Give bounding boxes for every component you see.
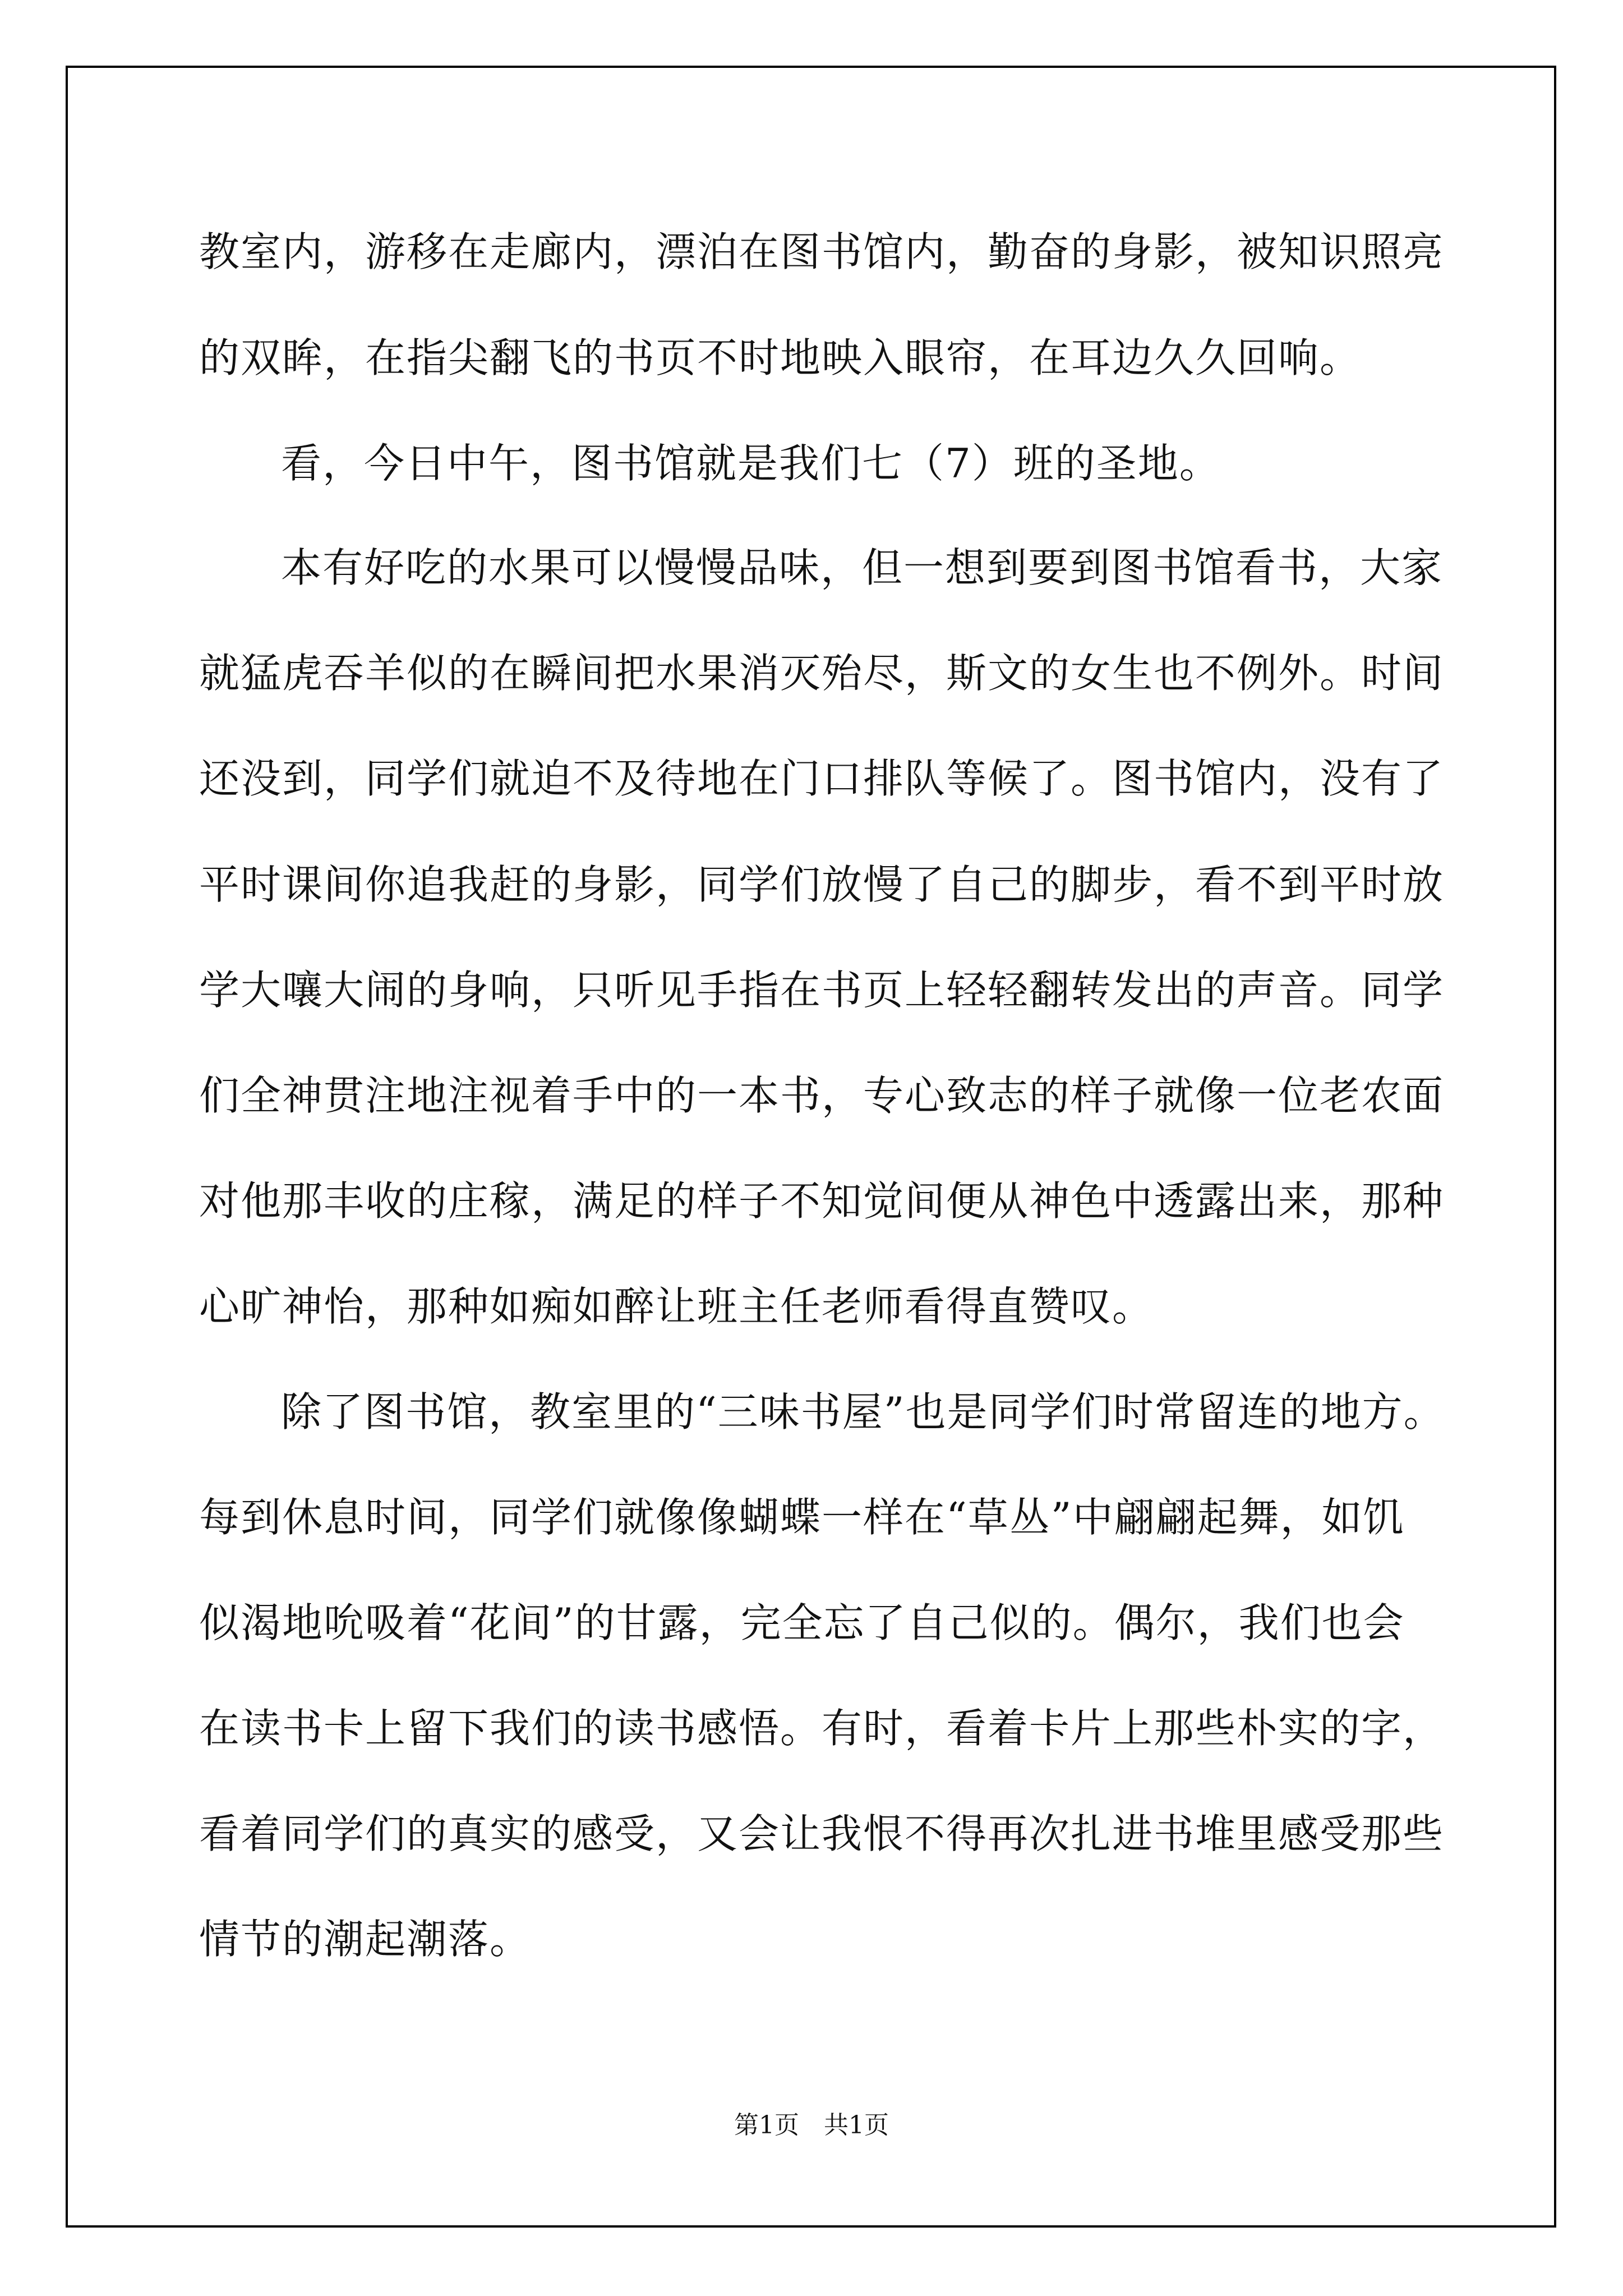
text-line: 教室内，游移在走廊内，漂泊在图书馆内，勤奋的身影，被知识照亮 [199,228,1445,275]
text-line: 情节的潮起潮落。 [199,1916,532,1963]
text-line: 看，今日中午，图书馆就是我们七（7）班的圣地。 [281,440,1221,487]
text-line: 平时课间你追我赶的身影，同学们放慢了自己的脚步，看不到平时放 [199,861,1445,908]
text-line: 每到休息时间，同学们就像像蝴蝶一样在“草丛”中翩翩起舞，如饥 [199,1494,1405,1541]
text-line: 在读书卡上留下我们的读书感悟。有时，看着卡片上那些朴实的字， [199,1705,1445,1752]
text-line: 看着同学们的真实的感受，又会让我恨不得再次扎进书堆里感受那些 [199,1810,1445,1857]
page-border [66,66,1556,2228]
text-line: 们全神贯注地注视着手中的一本书，专心致志的样子就像一位老农面 [199,1072,1445,1119]
text-line: 除了图书馆，教室里的“三味书屋”也是同学们时常留连的地方。 [281,1388,1445,1435]
text-line: 似渴地吮吸着“花间”的甘露，完全忘了自己似的。偶尔，我们也会 [199,1599,1405,1646]
text-line: 本有好吃的水果可以慢慢品味，但一想到要到图书馆看书，大家 [281,544,1444,591]
text-line: 心旷神怡，那种如痴如醉让班主任老师看得直赞叹。 [199,1283,1154,1330]
text-line: 对他那丰收的庄稼，满足的样子不知觉间便从神色中透露出来，那种 [199,1177,1445,1225]
text-line: 还没到，同学们就迫不及待地在门口排队等候了。图书馆内，没有了 [199,755,1445,802]
text-line: 的双眸，在指尖翻飞的书页不时地映入眼帘，在耳边久久回响。 [199,334,1362,381]
text-line: 就猛虎吞羊似的在瞬间把水果消灭殆尽，斯文的女生也不例外。时间 [199,650,1445,697]
text-line: 学大嚷大闹的身响，只听见手指在书页上轻轻翻转发出的声音。同学 [199,967,1445,1014]
page-number: 第1页 共1页 [734,2111,889,2139]
